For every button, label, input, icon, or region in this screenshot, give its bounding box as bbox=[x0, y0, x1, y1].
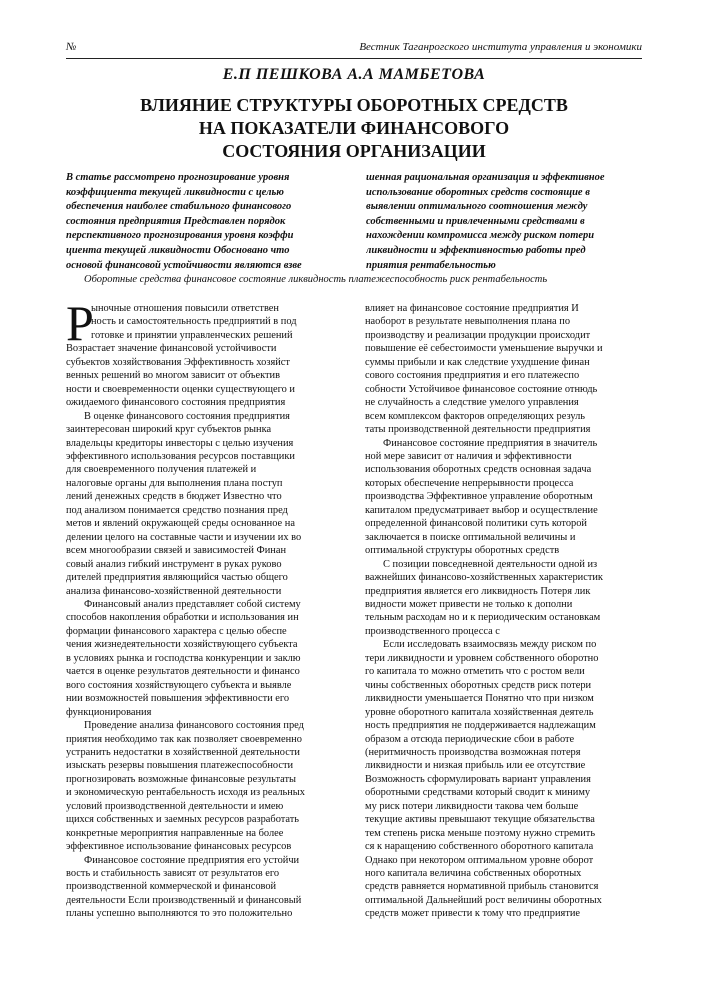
body-line: налоговые органы для выполнения плана поступ bbox=[66, 477, 283, 489]
body-line: использования оборотных средств основная задача bbox=[365, 464, 592, 476]
body-line: ность предприятия не поддерживается надлежащим bbox=[365, 720, 596, 732]
body-line: производственного процесса с bbox=[365, 625, 500, 637]
body-line: ности и своевременности оценки существующего и bbox=[66, 383, 295, 395]
body-line: владельцы кредиторы инвесторы с целью изучения bbox=[66, 437, 294, 449]
body-line: производственной коммерческой и финансовой bbox=[66, 881, 277, 893]
running-header bbox=[66, 41, 642, 55]
body-line: тельным расходам но и к периодическим остановкам bbox=[365, 612, 601, 624]
body-line: щихся собственных и заемных ресурсов разработать bbox=[66, 814, 300, 826]
body-line: совый анализ гибкий инструмент в руках руково bbox=[66, 558, 282, 570]
body-line: метов и явлений окружающей среды основанное на bbox=[66, 518, 295, 530]
issue-number: № bbox=[66, 41, 77, 53]
abstract-line: приятия рентабельностью bbox=[366, 259, 496, 271]
body-line: анализа финансово-хозяйственной деятельности bbox=[66, 585, 282, 597]
body-line: собности Устойчивое финансовое состояние отнюдь bbox=[365, 383, 598, 395]
body-line: и экономическую рентабельность исходя из реальных bbox=[66, 787, 305, 799]
body-line: венных решений во многом зависит от объектив bbox=[66, 370, 281, 382]
abstract-line: состояния предприятия Представлен порядок bbox=[66, 215, 286, 227]
body-line: формации финансового характера с целью обеспе bbox=[66, 625, 287, 637]
body-line: устранить недостатки в хозяйственной деятельности bbox=[66, 746, 300, 758]
abstract-line: обеспечения наиболее стабильного финансового bbox=[66, 201, 292, 213]
body-line: ыночные отношения повысили ответствен bbox=[91, 303, 279, 314]
body-line: текущие активы превышают текущие обязательства bbox=[365, 814, 595, 826]
body-line: заинтересован широкий круг субъектов рынка bbox=[66, 424, 272, 436]
title-line: НА ПОКАЗАТЕЛИ ФИНАНСОВОГО bbox=[198, 118, 510, 138]
abstract-line: нахождении компромисса между риском потери bbox=[366, 230, 595, 242]
body-line: ожидаемого финансового состояния предприятия bbox=[66, 397, 286, 409]
body-line: всем многообразии связей и зависимостей Финан bbox=[66, 545, 287, 557]
body-line: вого состояния хозяйствующего субъекта и выявле bbox=[66, 679, 292, 691]
body-line: готовке и принятии управленческих решений bbox=[91, 329, 293, 341]
body-line: которых обеспечение непрерывности процесса bbox=[365, 477, 574, 489]
body-line: чается в оценке результатов деятельности и финансо bbox=[66, 666, 300, 678]
body-line: лений денежных средств в бюджет Известно что bbox=[66, 491, 282, 503]
body-line: функционирования bbox=[66, 706, 152, 718]
body-line: чения жизнедеятельности хозяйствующего субъекта bbox=[66, 639, 298, 651]
body-line: определенной финансовой политики суть которой bbox=[365, 518, 587, 530]
body-line: образом а отсюда периодические сбои в работе bbox=[365, 733, 575, 745]
body-line: повышение её себестоимости уменьшение выручки и bbox=[365, 343, 603, 355]
body-line: Проведение анализа финансового состояния пред bbox=[84, 720, 304, 732]
body-line: для своевременного получения платежей и bbox=[66, 464, 257, 476]
body-line: ликвидности и низкая прибыль или ее отсутствие bbox=[365, 760, 586, 772]
body-line: Финансовое состояние предприятия его устойчи bbox=[84, 854, 300, 866]
body-line: му риск потери ликвидности такова чем больше bbox=[365, 800, 579, 812]
body-line: Возможность сформулировать вариант управления bbox=[365, 773, 591, 785]
header-rule bbox=[66, 58, 642, 59]
body-line: условий производственной деятельности и имею bbox=[66, 800, 284, 812]
body-line: сового состояния предприятия и его платежеспо bbox=[365, 370, 580, 382]
body-line: Финансовое состояние предприятия в значитель bbox=[383, 437, 598, 449]
body-line: ность и самостоятельность предприятий в под bbox=[91, 316, 297, 328]
body-line: оптимальной структуры оборотных средств bbox=[365, 545, 560, 557]
body-line: средств может привести к тому что предприятие bbox=[365, 908, 581, 920]
body-line: тери ликвидности и уровнем собственного оборотно bbox=[365, 652, 599, 664]
body-line: конкретные мероприятия направленные на более bbox=[66, 827, 284, 839]
body-line: способов накопления обработки и использования ин bbox=[66, 612, 299, 624]
body-line: чины собственных оборотных средств риск потери bbox=[365, 679, 592, 691]
body-line: видности может привести не только к дополни bbox=[365, 598, 573, 610]
body-line: Если исследовать взаимосвязь между риском по bbox=[383, 639, 597, 651]
authors: Е.П ПЕШКОВА А.А МАМБЕТОВА bbox=[222, 66, 486, 83]
body-line: производства Эффективное управление оборотным bbox=[365, 491, 593, 503]
body-line: нии возможностей повышения эффективности его bbox=[66, 693, 290, 705]
body-line: суммы прибыли и как следствие ухудшение финан bbox=[365, 356, 590, 368]
body-line: С позиции повседневной деятельности одной из bbox=[383, 558, 598, 570]
body-line: в условиях рынка и господства конкуренции и заклю bbox=[66, 652, 301, 664]
abstract-line: использование оборотных средств состоящие в bbox=[366, 186, 590, 198]
body-line: го капитала то можно отметить что с ростом вели bbox=[365, 666, 585, 678]
body-line: деятельности Если производственный и финансовый bbox=[66, 894, 302, 906]
body-line: делении целого на составные части и изучении их во bbox=[66, 531, 302, 543]
body-line: оптимальной Дальнейший рост величины оборотных bbox=[365, 894, 602, 906]
abstract-line: перспективного прогнозирования уровня коэффи bbox=[66, 230, 294, 242]
body-line: ликвидности уменьшается Понятно что при низком bbox=[365, 693, 594, 705]
abstract-line: шенная рациональная организация и эффективное bbox=[366, 172, 605, 183]
body-line: средств равняется нормативной прибыль становится bbox=[365, 881, 599, 893]
body-line: всем комплексом факторов определяющих резуль bbox=[365, 410, 586, 422]
drop-cap: Р bbox=[66, 295, 94, 351]
body-line: уровне оборотного капитала хозяйственная деятель bbox=[365, 706, 594, 718]
body-line: эффективное использование финансовых ресурсов bbox=[66, 841, 292, 853]
body-line: ного капитала величина собственных оборотных bbox=[365, 868, 582, 880]
body-line: не случайность а следствие умелого управления bbox=[365, 397, 579, 409]
abstract-line: ликвидности и эффективностью работы пред bbox=[366, 244, 586, 256]
body-line: ся к наращению собственного оборотного капитала bbox=[365, 841, 594, 853]
body-line: (неритмичность производства возможная потеря bbox=[365, 746, 581, 758]
body-line: вость и стабильность зависят от результатов его bbox=[66, 868, 280, 880]
abstract-line: основой финансовой устойчивости являются взве bbox=[66, 259, 302, 271]
body-line: под анализом понимается средство познания пред bbox=[66, 504, 288, 516]
abstract-line: выявлении оптимального соотношения между bbox=[366, 201, 588, 213]
body-line: оборотными средствами который сводит к миниму bbox=[365, 787, 591, 799]
body-column-right bbox=[365, 302, 642, 921]
body-line: планы успешно выполняются то это положительно bbox=[66, 908, 293, 920]
body-line: ной мере зависит от наличия и эффективности bbox=[365, 450, 572, 462]
body-line: предприятия является его ликвидность Потеря лик bbox=[365, 585, 591, 597]
body-column-left bbox=[66, 295, 343, 921]
body-line: В оценке финансового состояния предприятия bbox=[84, 410, 290, 422]
abstract-line: собственными и привлеченными средствами в bbox=[366, 215, 585, 227]
body-line: важнейших финансово-хозяйственных характеристик bbox=[365, 572, 603, 584]
abstract-line: циента текущей ликвидности Обосновано что bbox=[66, 244, 290, 256]
body-line: Финансовый анализ представляет собой систему bbox=[84, 598, 301, 610]
body-line: таты производственной деятельности предприятия bbox=[365, 424, 591, 436]
body-line: наоборот в результате невыполнения плана по bbox=[365, 316, 571, 328]
abstract-line: В статье рассмотрено прогнозирование уровня bbox=[66, 172, 290, 183]
body-line: производству и реализации продукции происходит bbox=[365, 329, 591, 341]
body-line: прогнозировать возможные финансовые результаты bbox=[66, 773, 296, 785]
body-line: тем степень риска меньше поэтому нужно стремить bbox=[365, 827, 596, 839]
abstract-right bbox=[366, 171, 642, 273]
body-line: изыскать резервы повышения платежеспособности bbox=[66, 760, 294, 772]
body-line: Однако при некотором оптимальном уровне оборот bbox=[365, 854, 594, 866]
abstract-left bbox=[66, 171, 342, 273]
body-line: заключается в поиске оптимальной величины и bbox=[365, 531, 576, 543]
body-line: приятия необходимо так как позволяет своевременно bbox=[66, 733, 302, 745]
body-line: Возрастает значение финансовой устойчивости bbox=[66, 343, 277, 355]
title-line: ВЛИЯНИЕ СТРУКТУРЫ ОБОРОТНЫХ СРЕДСТВ bbox=[140, 95, 568, 115]
keywords: Оборотные средства финансовое состояние ликвидность платежеспособность риск рентабельность bbox=[84, 274, 548, 285]
body-line: эффективного использования ресурсов поставщики bbox=[66, 450, 295, 462]
title-line: СОСТОЯНИЯ ОРГАНИЗАЦИИ bbox=[222, 141, 486, 161]
abstract-line: коэффициента текущей ликвидности с целью bbox=[66, 186, 284, 198]
article-title bbox=[66, 94, 642, 163]
body-line: влияет на финансовое состояние предприятия И bbox=[365, 303, 579, 314]
body-line: капиталом предусматривает выбор и осуществление bbox=[365, 504, 598, 516]
body-line: дителей предприятия являющийся частью общего bbox=[66, 572, 288, 584]
journal-title: Вестник Таганрогского института управления и экономики bbox=[359, 41, 642, 53]
body-line: субъектов хозяйствования Эффективность хозяйст bbox=[66, 356, 290, 368]
